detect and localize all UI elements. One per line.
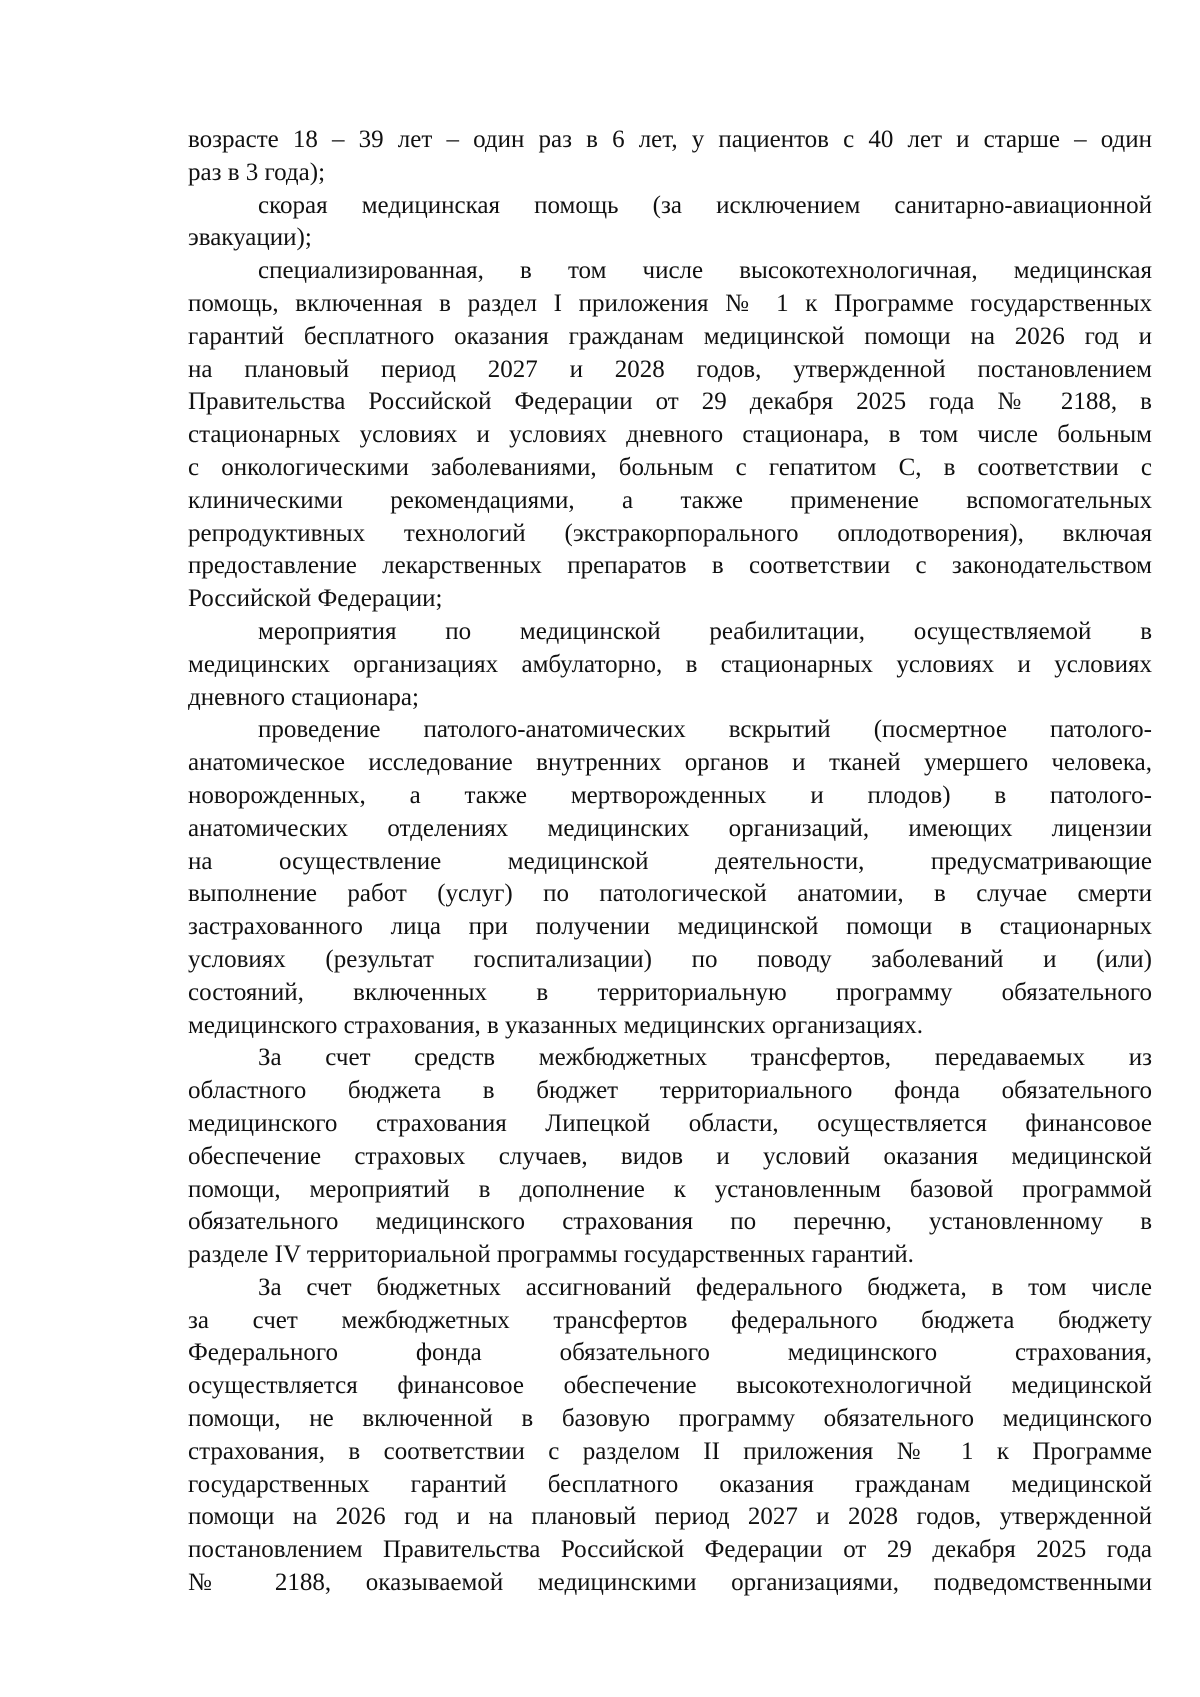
text-line: скорая медицинская помощь (за исключением санитарно-авиационной xyxy=(258,191,1152,219)
text-line: медицинского страхования, в указанных медицинских организациях. xyxy=(188,1011,923,1039)
text-line: № 2188, оказываемой медицинскими организациями, подведомственными xyxy=(188,1569,1152,1597)
text-line: эвакуации); xyxy=(188,224,312,252)
text-line: на осуществление медицинской деятельности, предусматривающие xyxy=(188,847,1152,875)
text-line: раз в 3 года); xyxy=(188,158,326,186)
text-line: гарантий бесплатного оказания гражданам медицинской помощи на 2026 год и xyxy=(188,322,1152,350)
text-line: помощи, не включенной в базовую программу обязательного медицинского xyxy=(188,1405,1152,1433)
text-line: Федерального фонда обязательного медицинского страхования, xyxy=(188,1339,1152,1367)
text-line: с онкологическими заболеваниями, больным с гепатитом С, в соответствии с xyxy=(188,453,1152,481)
paragraph xyxy=(188,190,1152,256)
text-line: помощи, мероприятий в дополнение к установленным базовой программой xyxy=(188,1175,1152,1203)
paragraph xyxy=(188,255,1152,616)
text-line: стационарных условиях и условиях дневного стационара, в том числе больным xyxy=(188,421,1152,449)
text-line: помощи на 2026 год и на плановый период 2027 и 2028 годов, утвержденной xyxy=(188,1503,1152,1531)
paragraph xyxy=(188,1272,1152,1600)
text-line: клиническими рекомендациями, а также применение вспомогательных xyxy=(188,486,1152,514)
text-line: мероприятия по медицинской реабилитации, осуществляемой в xyxy=(258,617,1152,645)
paragraph xyxy=(188,714,1152,1042)
text-line: За счет бюджетных ассигнований федерального бюджета, в том числе xyxy=(258,1273,1152,1301)
text-line: помощь, включенная в раздел I приложения № 1 к Программе государственных xyxy=(188,289,1152,317)
text-line: Российской Федерации; xyxy=(188,585,443,613)
text-line: государственных гарантий бесплатного оказания гражданам медицинской xyxy=(188,1470,1152,1498)
text-line: обеспечение страховых случаев, видов и условий оказания медицинской xyxy=(188,1142,1152,1170)
text-line: медицинского страхования Липецкой области, осуществляется финансовое xyxy=(188,1109,1152,1137)
paragraph xyxy=(188,1042,1152,1272)
text-line: За счет средств межбюджетных трансфертов, передаваемых из xyxy=(258,1044,1152,1072)
text-line: возрасте 18 – 39 лет – один раз в 6 лет, у пациентов с 40 лет и старше – один xyxy=(188,126,1152,153)
document-page xyxy=(188,124,1152,1600)
text-line: обязательного медицинского страхования по перечню, установленному в xyxy=(188,1208,1152,1236)
text-line: анатомическое исследование внутренних органов и тканей умершего человека, xyxy=(188,749,1152,777)
text-line: постановлением Правительства Российской Федерации от 29 декабря 2025 года xyxy=(188,1536,1152,1564)
text-line: репродуктивных технологий (экстракорпорального оплодотворения), включая xyxy=(188,519,1152,547)
text-line: осуществляется финансовое обеспечение высокотехнологичной медицинской xyxy=(188,1372,1152,1400)
text-line: дневного стационара; xyxy=(188,683,419,711)
text-line: предоставление лекарственных препаратов в соответствии с законодательством xyxy=(188,552,1152,580)
text-line: областного бюджета в бюджет территориального фонда обязательного xyxy=(188,1077,1152,1105)
text-line: условиях (результат госпитализации) по поводу заболеваний и (или) xyxy=(188,945,1152,973)
text-line: проведение патолого-анатомических вскрытий (посмертное патолого- xyxy=(258,716,1152,744)
text-line: Правительства Российской Федерации от 29 декабря 2025 года № 2188, в xyxy=(188,388,1152,416)
text-line: за счет межбюджетных трансфертов федерального бюджета бюджету xyxy=(188,1306,1152,1334)
text-line: на плановый период 2027 и 2028 годов, утвержденной постановлением xyxy=(188,355,1152,383)
text-line: специализированная, в том числе высокотехнологичная, медицинская xyxy=(258,257,1152,285)
text-line: новорожденных, а также мертворожденных и плодов) в патолого- xyxy=(188,781,1152,809)
paragraph xyxy=(188,124,1152,190)
text-line: медицинских организациях амбулаторно, в стационарных условиях и условиях xyxy=(188,650,1152,678)
paragraph xyxy=(188,616,1152,714)
text-line: застрахованного лица при получении медицинской помощи в стационарных xyxy=(188,913,1152,941)
text-line: выполнение работ (услуг) по патологической анатомии, в случае смерти xyxy=(188,880,1152,908)
text-line: разделе IV территориальной программы государственных гарантий. xyxy=(188,1241,914,1269)
text-line: страхования, в соответствии с разделом II приложения № 1 к Программе xyxy=(188,1437,1152,1465)
text-line: состояний, включенных в территориальную программу обязательного xyxy=(188,978,1152,1006)
text-line: анатомических отделениях медицинских организаций, имеющих лицензии xyxy=(188,814,1152,842)
